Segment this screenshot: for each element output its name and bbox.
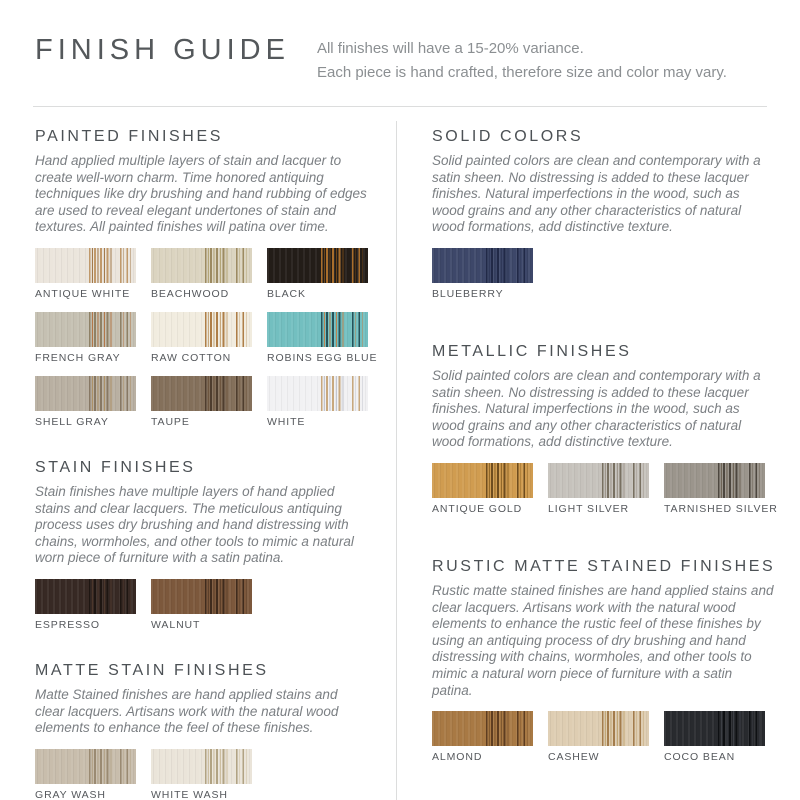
finish-swatch-image — [151, 248, 252, 283]
swatch-label: WALNUT — [151, 618, 201, 631]
swatch-light-silver — [548, 463, 649, 515]
swatch-grid — [432, 463, 778, 515]
section-heading: RUSTIC MATTE STAINED FINISHES — [432, 557, 776, 575]
swatch-label: WHITE WASH — [151, 788, 228, 800]
section-stain-finishes — [35, 459, 368, 631]
section-painted-finishes — [35, 128, 378, 428]
swatch-grid — [35, 248, 378, 428]
swatch-beachwood — [151, 248, 252, 300]
swatch-blueberry — [432, 248, 533, 300]
section-heading: PAINTED FINISHES — [35, 128, 223, 145]
swatch-walnut — [151, 579, 252, 631]
finish-swatch-image — [548, 711, 649, 746]
swatch-grid — [35, 749, 368, 800]
section-description: Solid painted colors are clean and contemporary with a satin sheen. No distressing is added to these lacquer finishes. Natural imperfections in the wood, such as wood grains and any other characteristics of natural wood formations, add distinctive texture. — [432, 367, 761, 450]
swatch-label: BLACK — [267, 287, 306, 300]
section-heading: SOLID COLORS — [432, 128, 584, 145]
swatch-label: TARNISHED SILVER — [664, 502, 778, 515]
swatch-label: ESPRESSO — [35, 618, 100, 631]
finish-swatch-image — [432, 248, 533, 283]
section-description: Matte Stained finishes are hand applied stains and clear lacquers. Artisans work with the natural wood elements to enhance the feel of these finishes. — [35, 686, 339, 736]
finish-swatch-image — [432, 463, 533, 498]
section-rustic-matte-stained-finishes — [432, 558, 775, 763]
finish-swatch-image — [267, 376, 368, 411]
finish-swatch-image — [267, 312, 368, 347]
swatch-gray-wash — [35, 749, 136, 800]
finish-swatch-image — [35, 579, 136, 614]
header-note — [317, 34, 727, 85]
swatch-antique-white — [35, 248, 136, 300]
header-divider — [33, 106, 767, 107]
section-description: Rustic matte stained finishes are hand applied stains and clear lacquers. Artisans work with the natural wood elements to enhance the rustic feel of these finishes by using an antiquing process of dry brushing and hand distressing with chains, wormholes, and other tools to mimic a natural worn piece of furniture with a satin patina. — [432, 582, 774, 698]
finish-swatch-image — [35, 312, 136, 347]
swatch-white — [267, 376, 368, 428]
finish-swatch-image — [267, 248, 368, 283]
page-title: FINISH GUIDE — [35, 34, 290, 66]
swatch-tarnished-silver — [664, 463, 778, 515]
swatch-grid — [35, 579, 368, 631]
swatch-label: ANTIQUE WHITE — [35, 287, 131, 300]
swatch-grid — [432, 248, 775, 300]
page-header — [33, 34, 767, 85]
swatch-espresso — [35, 579, 136, 631]
section-heading: METALLIC FINISHES — [432, 342, 632, 360]
finish-swatch-image — [432, 711, 533, 746]
swatch-label: LIGHT SILVER — [548, 502, 630, 515]
section-description: Solid painted colors are clean and contemporary with a satin sheen. No distressing is added to these lacquer finishes. Natural imperfections in the wood, such as wood grains and any other characteristics of natural wood formations, add distinctive texture. — [432, 153, 761, 235]
finish-swatch-image — [151, 376, 252, 411]
swatch-label: BEACHWOOD — [151, 287, 230, 300]
swatch-french-gray — [35, 312, 136, 364]
swatch-grid — [432, 711, 775, 763]
swatch-white-wash — [151, 749, 252, 800]
swatch-label: ALMOND — [432, 751, 483, 764]
content-columns — [33, 121, 778, 800]
swatch-shell-gray — [35, 376, 136, 428]
section-metallic-finishes — [432, 342, 778, 515]
finish-swatch-image — [664, 463, 765, 498]
swatch-cashew — [548, 711, 649, 763]
swatch-taupe — [151, 376, 252, 428]
finish-swatch-image — [35, 376, 136, 411]
section-heading: STAIN FINISHES — [35, 458, 196, 476]
swatch-label: CASHEW — [548, 751, 600, 764]
swatch-antique-gold — [432, 463, 533, 515]
section-matte-stain-finishes — [35, 662, 368, 800]
swatch-black — [267, 248, 368, 300]
swatch-almond — [432, 711, 533, 763]
swatch-label: FRENCH GRAY — [35, 351, 121, 364]
swatch-coco-bean — [664, 711, 765, 763]
header-note-line1: All finishes will have a 15-20% variance. — [316, 40, 584, 57]
swatch-label: ROBINS EGG BLUE — [267, 351, 378, 364]
header-note-line2: Each piece is hand crafted, therefore size and color may vary. — [316, 64, 727, 81]
swatch-raw-cotton — [151, 312, 252, 364]
swatch-label: TAUPE — [151, 415, 190, 428]
finish-swatch-image — [664, 711, 765, 746]
swatch-label: ANTIQUE GOLD — [432, 502, 523, 515]
left-column — [33, 121, 397, 800]
finish-swatch-image — [151, 749, 252, 784]
section-description: Hand applied multiple layers of stain and lacquer to create well-worn charm. Time honored antiquing techniques like dry brushing and hand rubbing of edges are used to reveal elegant undertones of stain and textures. All painted finishes will patina over time. — [35, 153, 367, 235]
swatch-label: BLUEBERRY — [432, 287, 504, 300]
finish-swatch-image — [548, 463, 649, 498]
swatch-label: COCO BEAN — [664, 751, 736, 764]
right-column — [397, 121, 778, 800]
swatch-label: RAW COTTON — [151, 351, 232, 364]
finish-swatch-image — [151, 579, 252, 614]
swatch-label: SHELL GRAY — [35, 415, 109, 428]
swatch-label: WHITE — [267, 415, 306, 428]
finish-swatch-image — [35, 248, 136, 283]
section-heading: MATTE STAIN FINISHES — [35, 661, 269, 679]
section-description: Stain finishes have multiple layers of hand applied stains and clear lacquers. The meticulous antiquing process uses dry brushing and hand distressing with chains, wormholes, and other tools to mimic a natural worn piece of furniture with a satin patina. — [35, 483, 354, 566]
swatch-robins-egg-blue — [267, 312, 378, 364]
finish-swatch-image — [151, 312, 252, 347]
section-solid-colors — [432, 128, 775, 300]
finish-swatch-image — [35, 749, 136, 784]
swatch-label: GRAY WASH — [35, 788, 106, 800]
